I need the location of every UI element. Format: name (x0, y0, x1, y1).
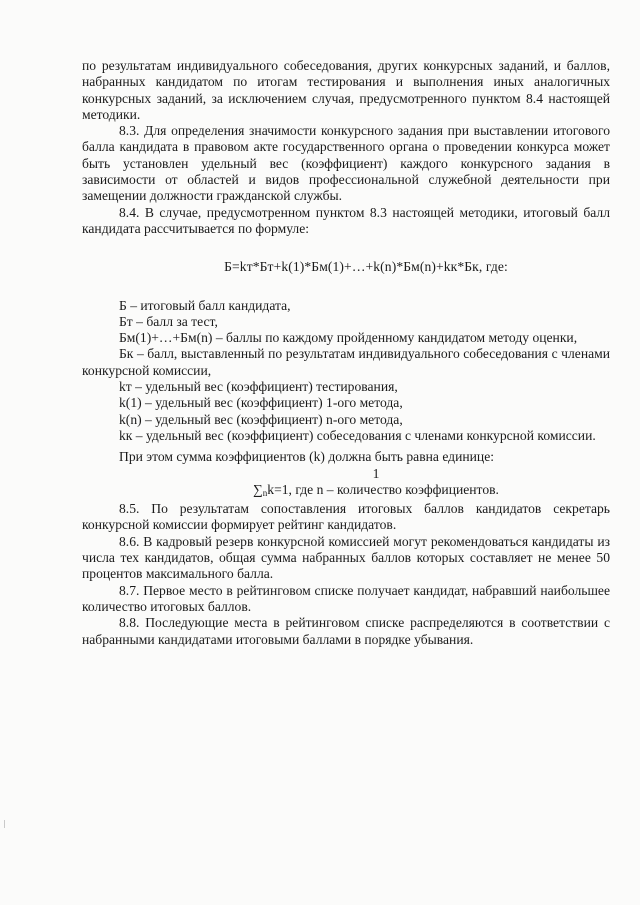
paragraph-8-4: 8.4. В случае, предусмотренном пунктом 8.3 настоящей методики, итоговый балл кандидата рассчитывается по формуле: (82, 204, 610, 236)
paragraph-8-8: 8.8. Последующие места в рейтинговом списке распределяются в соответствии с набранными кандидатами итоговыми баллами в порядке убывания. (82, 615, 610, 647)
scan-margin-mark (4, 820, 5, 828)
definition-item: kт – удельный вес (коэффициент) тестирования, (119, 379, 398, 395)
paragraph-continuation: по результатам индивидуального собеседования, других конкурсных заданий, и баллов, набранных кандидатом по итогам тестирования и выполнения иных аналогичных конкурсных заданий, за исключением случая, предусмотренного пунктом 8.4 настоящей методики. (82, 58, 610, 122)
score-formula: Б=kт*Бт+k(1)*Бм(1)+…+k(n)*Бм(n)+kк*Бк, где: (224, 259, 508, 275)
definition-item: Бм(1)+…+Бм(n) – баллы по каждому пройденному кандидатом методу оценки, (119, 330, 578, 346)
definition-item: k(1) – удельный вес (коэффициент) 1-ого метода, (119, 395, 403, 411)
paragraph-8-3: 8.3. Для определения значимости конкурсного задания при выставлении итогового балла кандидата в правовом акте государственного органа о проведении конкурса может быть установлен удельный вес (коэффициент) каждого конкурсного задания в зависимости от областей и видов профессиональной служебной деятельности при замещении должности гражданской службы. (82, 123, 610, 204)
sigma-symbol: ∑ (253, 481, 263, 497)
definition-item: Б – итоговый балл кандидата, (119, 297, 291, 313)
definition-item: Бт – балл за тест, (119, 313, 218, 329)
definition-item: kк – удельный вес (коэффициент) собеседования с членами конкурсной комиссии. (119, 427, 596, 443)
sum-subscript: n (262, 487, 268, 498)
sum-formula (142, 466, 610, 502)
definition-item: Бк – балл, выставленный по результатам индивидуального собеседования с членами конкурсной комиссии, (82, 346, 610, 378)
paragraph-8-6: 8.6. В кадровый резерв конкурсной комиссией могут рекомендоваться кандидаты из числа тех кандидатов, общая сумма набранных баллов которых составляет не менее 50 процентов максимального балла. (82, 533, 610, 582)
paragraph-8-5: 8.5. По результатам сопоставления итоговых баллов кандидатов секретарь конкурсной комиссии формирует рейтинг кандидатов. (82, 501, 610, 533)
document-body (82, 58, 610, 648)
definitions-list (82, 298, 610, 445)
sum-intro: При этом сумма коэффициентов (k) должна быть равна единице: (119, 449, 495, 465)
definition-item: k(n) – удельный вес (коэффициент) n-ого метода, (119, 411, 403, 427)
paragraph-8-7: 8.7. Первое место в рейтинговом списке получает кандидат, набравший наибольшее количество итоговых баллов. (82, 582, 610, 614)
sum-expression: k=1, где n – количество коэффициентов. (267, 481, 499, 497)
sum-upper-limit: 1 (372, 465, 380, 481)
